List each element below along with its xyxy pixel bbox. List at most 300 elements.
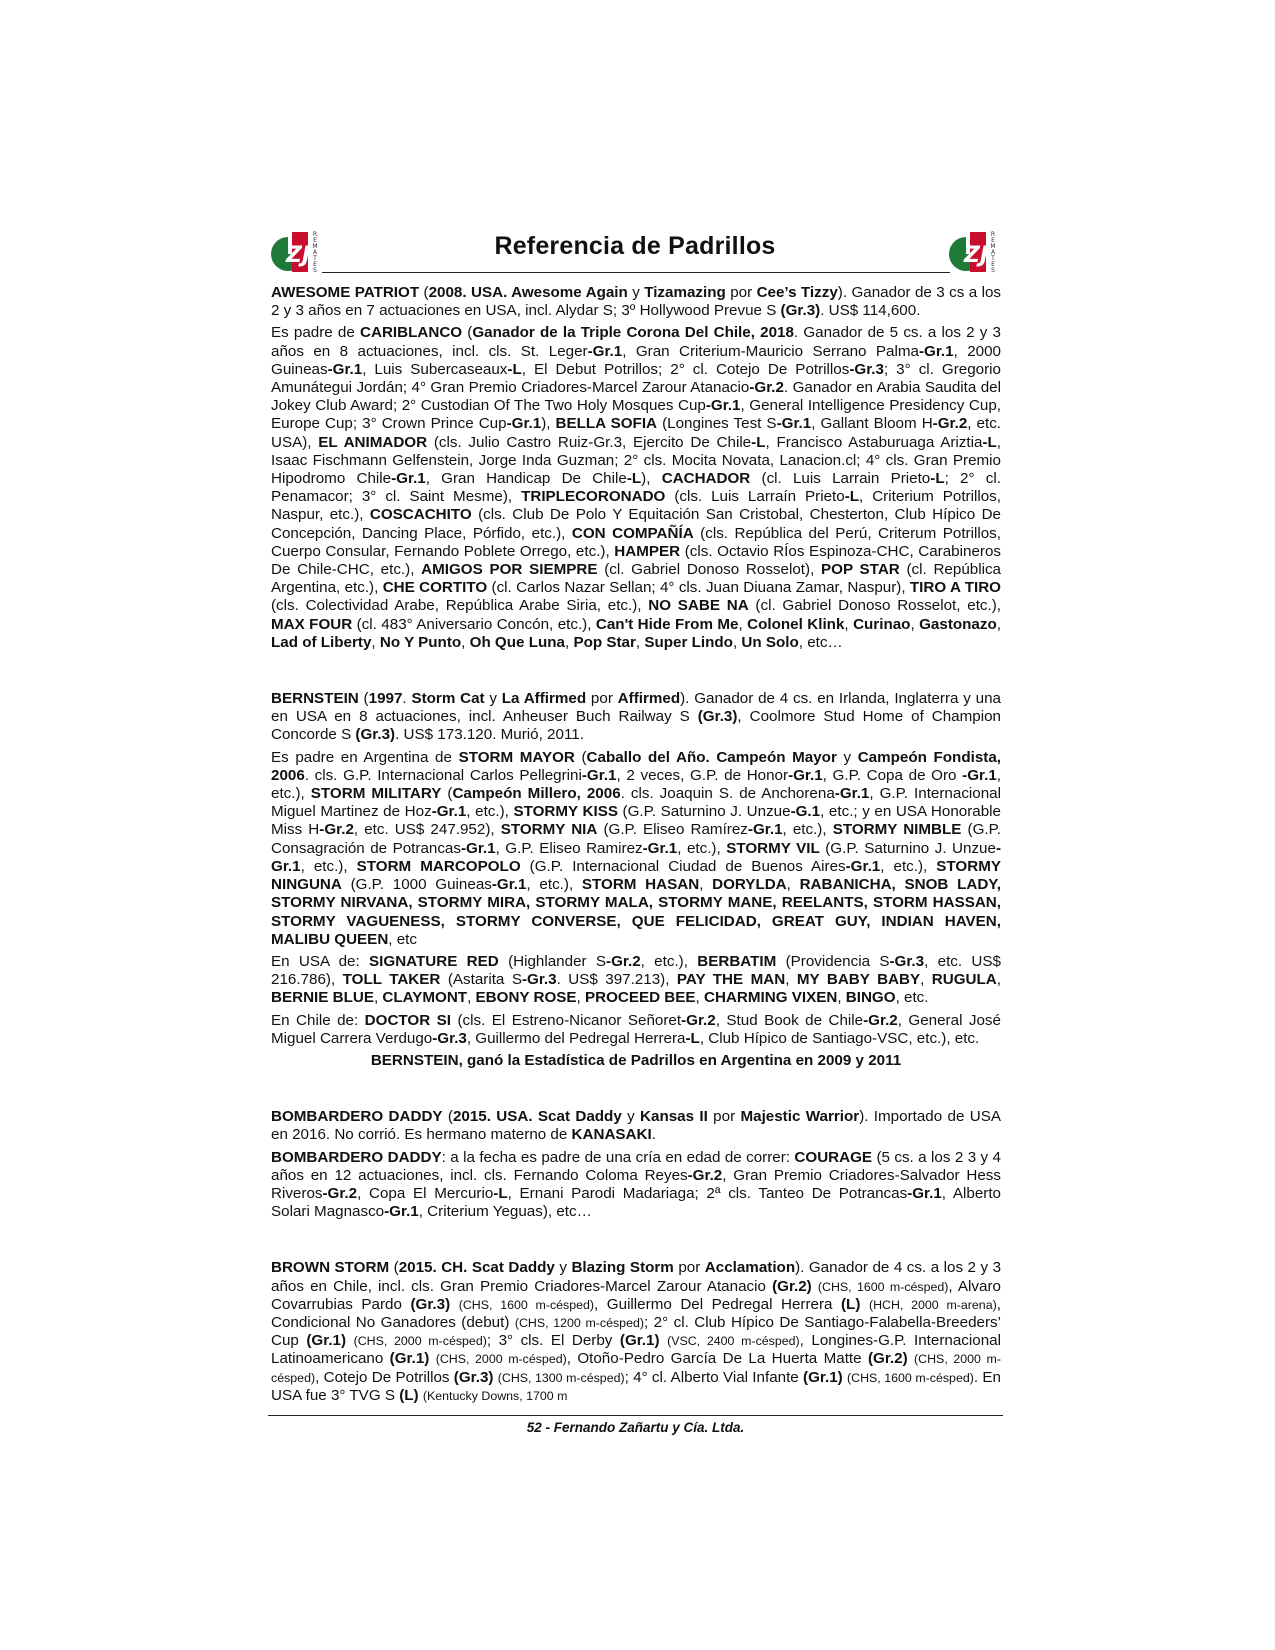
text-run: , Copa El Mercurio [357, 1184, 494, 1202]
text-run: (CHS, 2000 m-césped) [435, 1352, 567, 1367]
sire-entry [271, 1259, 1001, 1405]
text-run: ). Ganador de 3 cs a los 2 y 3 años en 7 actuaciones en USA, incl. Alydar S; 3º Hollywood Prevue S [271, 284, 1001, 320]
bold-text: STORMY NIMBLE [832, 821, 962, 839]
bold-text: BROWN STORM [271, 1259, 390, 1277]
text-run: , Isaac Fischmann Gelfenstein, Jorge Inda Guzman; 2° cls. Mocita Novata, Lanacion.cl; 4° cls. Gran Premio Hipodromo Chile [271, 433, 1001, 488]
bold-text: (L) [399, 1386, 419, 1404]
sire-entry [271, 284, 1001, 652]
bold-text: 2015. CH. Scat Daddy [398, 1259, 555, 1277]
bold-text: -Gr.1 [834, 785, 870, 803]
text-run: , Gran Criterium-Mauricio Serrano Palma [622, 342, 919, 360]
text-run: ). Importado de USA en 2016. No corrió. Es hermano materno de [271, 1108, 1001, 1144]
text-run: ( [441, 785, 453, 803]
text-run: (G.P. Eliseo Ramírez [597, 821, 748, 839]
bold-text: RUGULA [931, 971, 997, 989]
text-run: , G.P. Internacional Miguel Martinez de Hoz [271, 785, 1002, 821]
text-run: En Chile de: [271, 1011, 365, 1029]
text-run: . Ganador en Arabia Saudita del Jokey Club Award; 2° Custodian Of The Two Holy Mosques Cup [271, 379, 1001, 415]
bold-text: BERNSTEIN [271, 690, 359, 708]
svg-text:T: T [313, 255, 317, 262]
text-run: (Astarita S [440, 971, 522, 989]
bold-text: Tizamazing [644, 284, 726, 301]
text-run: , Club Hípico de Santiago-VSC, etc.), etc. [699, 1029, 980, 1047]
bold-text: (L) [841, 1295, 861, 1313]
bold-text: STORM HASAN [581, 876, 700, 894]
svg-text:E: E [991, 237, 995, 244]
bold-text: EL ANIMADOR [318, 433, 428, 451]
text-run: , Guillermo del Pedregal Herrera [466, 1029, 686, 1047]
bold-text: Kansas II [640, 1108, 708, 1126]
bold-text: BERBATIM [697, 952, 777, 970]
text-run: , Cotejo De Potrillos [315, 1368, 454, 1386]
bold-text: -Gr.2 [749, 379, 784, 397]
bold-text: -Gr.1 [384, 1203, 419, 1221]
text-run: ( [358, 690, 369, 708]
text-run: ( [419, 284, 429, 301]
text-run: ; 3° cl. Gregorio Amunátegui Jordán; 4° Gran Premio Criadores-Marcel Zarour Atanacio [271, 360, 1001, 397]
text-run: (Highlander S [498, 952, 607, 970]
svg-text:E: E [313, 261, 317, 268]
text-run: (cls. El Estreno-Nicanor Señoret [451, 1011, 682, 1029]
text-run: , [910, 615, 920, 633]
text-run: (G.P. Saturnino J. Unzue [617, 803, 791, 821]
text-run: (VSC, 2400 m-césped) [667, 1334, 800, 1349]
text-run: , [635, 633, 645, 651]
bold-text: MAX FOUR [271, 615, 353, 633]
bold-text: AMIGOS POR SIEMPRE [421, 561, 598, 579]
text-run: (cls. Club De Polo Y Equitación San Cristobal, Chesterton, Club Hípico De Concepción, Dancing Place, Pórfido, etc.), [271, 506, 1001, 542]
text-run: por [707, 1108, 741, 1126]
bold-text: Caballo del Año. Campeón Mayor [586, 748, 837, 766]
text-run: (G.P. 1000 Guineas [341, 876, 492, 894]
text-run: ). Ganador de 4 cs. en Irlanda, Inglaterra y una en USA en 8 actuaciones, incl. Anheuser Buch Railway S [271, 690, 1001, 726]
bold-text: CACHADOR [661, 470, 751, 488]
bold-text: (Gr.3) [780, 302, 821, 320]
bold-text: 2015. USA. Scat Daddy [452, 1108, 622, 1126]
bold-text: Campeón Millero, 2006 [452, 785, 621, 803]
bold-text: RABANICHA, SNOB LADY, STORMY NIRVANA, STORMY MIRA, STORMY MALA, STORMY MANE, REELANTS, STORM HASSAN, STORMY VAGUENESS, STORMY CONVERSE, QUE FELICIDAD, GREAT GUY, INDIAN HAVEN, MALIBU QUEEN [271, 876, 1001, 948]
bold-text: KANASAKI [571, 1126, 652, 1144]
text-run: , [699, 876, 713, 894]
bold-text: AWESOME PATRIOT [271, 284, 420, 301]
bold-text: Acclamation [704, 1259, 796, 1277]
text-run: , [732, 633, 742, 651]
bold-text: CLAYMONT [382, 989, 468, 1007]
bold-text: Campeón Fondista, 2006 [271, 748, 1001, 784]
bold-text: MY BABY BABY [796, 971, 921, 989]
bold-text: CARIBLANCO [360, 324, 463, 342]
text-run: , etc. USA), [271, 415, 1002, 451]
bold-text: -Gr.3 [432, 1029, 467, 1047]
bold-text: BINGO [845, 989, 896, 1007]
text-run: En USA de: [271, 952, 370, 970]
text-run: . US$ 173.120. Murió, 2011. [395, 726, 584, 744]
bold-text: La Affirmed [501, 690, 587, 708]
text-run: . En USA fue 3° TVG S [271, 1368, 1001, 1404]
text-run: ( [462, 324, 473, 342]
bold-text: -Gr.1 [705, 397, 741, 415]
text-run: ; 3° cls. El Derby [486, 1332, 620, 1350]
text-run: y [621, 1108, 641, 1126]
text-run: (5 cs. a los 2 3 y 4 años en 12 actuaciones, incl. cls. Fernando Coloma Reyes [271, 1148, 1001, 1184]
bold-text: -Gr.1 [460, 839, 496, 857]
bold-text: (Gr.2) [867, 1350, 908, 1368]
sire-entry [271, 1108, 1001, 1221]
bold-text: 1997 [368, 690, 403, 708]
bold-text: -Gr.1 [747, 821, 783, 839]
text-run: , Guillermo Del Pedregal Herrera [594, 1295, 841, 1313]
bold-text: DORYLDA [712, 876, 787, 894]
text-run: por [586, 690, 618, 708]
text-run: ; 4° cl. Alberto Vial Infante [624, 1368, 804, 1386]
bold-text: BOMBARDERO DADDY [271, 1108, 443, 1126]
text-run: , Gran Handicap De Chile [425, 470, 627, 488]
sire-reference-list [271, 284, 1001, 1409]
svg-text:ZJ: ZJ [286, 243, 311, 268]
text-run: Es padre en Argentina de [271, 748, 459, 766]
bold-text: Cee’s Tizzy [756, 284, 838, 301]
entry-paragraph [271, 690, 1001, 745]
text-run: , Longines-G.P. Internacional Latinoamericano [271, 1332, 1001, 1368]
text-run: , [461, 633, 470, 651]
bold-text: -G.1 [790, 803, 821, 821]
bold-text: -Gr.1 [391, 470, 426, 488]
text-run: (Providencia S [776, 952, 890, 970]
title-underline [322, 272, 950, 273]
svg-text:E: E [991, 261, 995, 268]
text-run: , Criterium Potrillos, Naspur, etc.), [271, 488, 1001, 524]
text-run: (cl. Luis Larrain Prieto [750, 470, 931, 488]
text-run: , Alberto Solari Magnasco [271, 1184, 1001, 1221]
text-run: , etc.), [300, 857, 357, 875]
bold-text: -Gr.1 [327, 360, 363, 378]
bold-text: COURAGE [794, 1148, 873, 1166]
text-run: , [844, 615, 854, 633]
text-run: (CHS, 2000 m-césped) [271, 1352, 1001, 1385]
text-run: ( [389, 1259, 399, 1277]
bold-text: (Gr.1) [803, 1368, 843, 1386]
text-run: (CHS, 2000 m-césped) [353, 1334, 487, 1349]
bold-text: Super Lindo [644, 633, 733, 651]
text-run: (Longines Test S [657, 415, 777, 433]
text-run: , [576, 989, 585, 1007]
svg-text:A: A [990, 249, 996, 256]
text-run: , etc.; y en USA Honorable Miss H [271, 803, 1001, 839]
bold-text: Storm Cat [411, 690, 485, 708]
text-run: (cl. Gabriel Donoso Rosselot, etc.), [748, 597, 1001, 615]
bold-text: TRIPLECORONADO [521, 488, 666, 506]
bold-text: STORMY NINGUNA [271, 857, 1001, 894]
bold-text: -L [626, 470, 642, 488]
text-run: ; 2° cl. Penamacor; 3° cl. Saint Mesme), [271, 470, 1001, 506]
text-run: . cls. Joaquin S. de Anchorena [620, 785, 835, 803]
bold-text: -L [844, 488, 860, 506]
bold-text: -L [982, 433, 997, 451]
entry-paragraph [271, 1052, 1001, 1070]
bold-text: (Gr.3) [410, 1295, 451, 1313]
text-run: (cl. Carlos Nazar Sellan; 4° cls. Juan Diuana Zamar, Naspur), [487, 579, 910, 597]
bold-text: -Gr.1 [962, 766, 997, 784]
bold-text: -Gr.1 [845, 857, 881, 875]
entry-paragraph [271, 1108, 1001, 1144]
entry-paragraph [271, 1149, 1001, 1222]
text-run: (cls. Julio Castro Ruiz-Gr.3, Ejercito De Chile [427, 433, 752, 451]
text-run: (cl. República Argentina, etc.), [271, 561, 1002, 597]
bold-text: -L [685, 1029, 700, 1047]
text-run: por [673, 1259, 705, 1277]
text-run: , [785, 971, 797, 989]
text-run: Es padre de [271, 324, 361, 342]
text-run: (cl. Gabriel Donoso Rosselot), [597, 561, 822, 579]
bold-text: COSCACHITO [369, 506, 472, 524]
text-run: , G.P. Eliseo Ramirez [495, 839, 643, 857]
bold-text: EBONY ROSE [475, 989, 577, 1007]
bold-text: -Gr.3 [521, 971, 557, 989]
text-run: (cl. 483° Aniversario Concón, etc.), [352, 615, 596, 633]
svg-text:R: R [990, 231, 996, 238]
text-run: , [371, 633, 380, 651]
text-run: , [996, 615, 1001, 633]
bold-text: -Gr.3 [889, 952, 925, 970]
bold-text: Lad of Liberty [271, 633, 372, 651]
text-run: , General José Miguel Carrera Verdugo [271, 1011, 1001, 1047]
text-run: por [725, 284, 757, 301]
bold-text: -Gr.1 [918, 342, 954, 360]
text-run: . [651, 1126, 656, 1144]
svg-text:ZJ: ZJ [964, 243, 989, 268]
bold-text: 2008. USA. Awesome Again [428, 284, 628, 301]
bold-text: STORM MAYOR [458, 748, 575, 766]
text-run: (cls. República del Perú, Criterum Potrillos, Cuerpo Consular, Fernando Poblete Orrego, etc.), [271, 524, 1001, 560]
text-run: , [564, 633, 574, 651]
text-run: , Ernani Parodi Madariaga; 2ª cls. Tanteo De Potrancas [507, 1184, 908, 1202]
text-run: , [467, 989, 476, 1007]
bold-text: (Gr.1) [619, 1332, 660, 1350]
text-run: , Alvaro Covarrubias Pardo [271, 1277, 1001, 1313]
bold-text: CON COMPAÑÍA [571, 524, 694, 542]
bold-text: -Gr.2 [319, 821, 354, 839]
bold-text: -Gr.1 [587, 342, 623, 360]
bold-text: STORMY KISS [513, 803, 618, 821]
svg-text:T: T [991, 255, 995, 262]
bold-text: (Gr.2) [772, 1277, 812, 1295]
page-title: Referencia de Padrillos [494, 232, 776, 260]
bold-text: STORMY VIL [726, 839, 820, 857]
text-run: , Coolmore Stud Home of Champion Concorde S [271, 708, 1001, 744]
bold-text: (Gr.3) [355, 726, 396, 744]
svg-text:S: S [991, 267, 995, 274]
text-run: , [837, 989, 846, 1007]
text-run: (CHS, 1600 m-césped) [458, 1297, 595, 1312]
bold-text: BOMBARDERO DADDY [271, 1148, 442, 1166]
text-run: ), [541, 415, 556, 433]
text-run: , etc. US$ 247.952), [353, 821, 501, 839]
text-run: ( [442, 1108, 453, 1126]
bold-text: BERNSTEIN, ganó la Estadística de Padrillos en Argentina en 2009 y 2011 [370, 1051, 902, 1069]
text-run: , Gallant Bloom H [811, 415, 933, 433]
bold-text: (Gr.3) [697, 708, 738, 726]
text-run: , Francisco Astaburuaga Ariztia [765, 433, 983, 451]
text-run: , etc.), [640, 952, 698, 970]
bold-text: CHE CORTITO [382, 579, 488, 597]
text-run: , etc.), [677, 839, 727, 857]
bold-text: STORMY NIA [500, 821, 598, 839]
bold-text: -Gr.1 [907, 1184, 942, 1202]
bold-text: No Y Punto [379, 633, 462, 651]
svg-text:M: M [312, 243, 318, 250]
bold-text: (Gr.1) [389, 1350, 430, 1368]
bold-text: -Gr.1 [776, 415, 812, 433]
text-run: (HCH, 2000 m-arena) [868, 1297, 997, 1312]
text-run: , etc. US$ 216.786), [271, 952, 1001, 989]
bold-text: Oh Que Luna [469, 633, 565, 651]
sire-entry [271, 690, 1001, 1070]
bold-text: -Gr.2 [322, 1184, 358, 1202]
bold-text: (Gr.3) [453, 1368, 494, 1386]
remates-logo-right [948, 228, 1002, 276]
bold-text: TOLL TAKER [342, 971, 441, 989]
text-run: , etc.), [526, 876, 582, 894]
bold-text: -Gr.1 [642, 839, 678, 857]
remates-logo-left [270, 228, 324, 276]
text-run: (cls. Octavio RÍos Espinoza-CHC, Carabineros De Chile-CHC, etc.), [271, 542, 1001, 579]
text-run [860, 1296, 869, 1313]
text-run: ). Ganador de 4 cs. a los 2 y 3 años en Chile, incl. cls. Gran Premio Criadores-Marcel Zarour Atanacio [271, 1259, 1002, 1295]
svg-text:M: M [990, 243, 996, 250]
text-run [660, 1332, 668, 1349]
text-run [346, 1332, 354, 1349]
text-run: , [996, 971, 1001, 989]
bold-text: TIRO A TIRO [909, 579, 1001, 597]
bold-text: Blazing Storm [571, 1259, 674, 1277]
bold-text: -Gr.2 [687, 1166, 723, 1184]
bold-text: Gastonazo [919, 615, 997, 633]
bold-text: CHARMING VIXEN [704, 989, 838, 1007]
svg-text:A: A [312, 249, 318, 256]
bold-text: -Gr.1 [506, 415, 542, 433]
text-run: , [738, 615, 748, 633]
text-run: . US$ 114,600. [820, 302, 921, 320]
text-run: (Kentucky Downs, 1700 m [422, 1388, 568, 1403]
text-run: , [373, 989, 383, 1007]
bold-text: -Gr.2 [681, 1011, 716, 1029]
entry-paragraph [271, 1259, 1001, 1405]
text-run: (cls. Colectividad Arabe, República Arabe Siria, etc.), [271, 597, 649, 615]
bold-text: Can't Hide From Me [595, 615, 739, 633]
text-run: , Otoño-Pedro García De La Huerta Matte [566, 1350, 868, 1368]
text-run: (G.P. Consagración de Potrancas [271, 821, 1001, 857]
footer-rule [268, 1415, 1003, 1416]
bold-text: -L [751, 433, 766, 451]
text-run: , Stud Book de Chile [715, 1011, 864, 1029]
text-run: , G.P. Copa de Oro [822, 766, 963, 784]
bold-text: HAMPER [614, 542, 681, 560]
text-run: ; 2° cl. Club Hípico De Santiago-Falabella-Breeders’ Cup [271, 1313, 1001, 1350]
bold-text: SIGNATURE RED [369, 952, 499, 970]
text-run: . Ganador de 5 cs. a los 2 y 3 años en 8 actuaciones, incl. cls. St. Leger [271, 324, 1001, 360]
bold-text: STORM MARCOPOLO [356, 857, 521, 875]
bold-text: Pop Star [573, 633, 636, 651]
text-run: : a la fecha es padre de una cría en edad de correr: [441, 1148, 795, 1166]
bold-text: Colonel Klink [747, 615, 845, 633]
text-run: y [554, 1259, 572, 1277]
bold-text: POP STAR [821, 561, 900, 579]
text-run: , Luis Subercaseaux [362, 360, 508, 378]
text-run: , etc… [798, 633, 843, 651]
text-run: , Condicional No Ganadores (debut) [271, 1295, 1001, 1331]
text-run: , 2000 Guineas [271, 342, 1001, 378]
bold-text: BERNIE BLUE [271, 989, 374, 1007]
text-run: (CHS, 1300 m-césped) [497, 1370, 625, 1385]
text-run: , [695, 989, 704, 1007]
entry-paragraph [271, 324, 1001, 652]
text-run: y [627, 284, 645, 301]
bold-text: Curinao [853, 615, 911, 633]
bold-text: -Gr.1 [788, 766, 823, 784]
text-run: . [402, 690, 412, 708]
text-run: (CHS, 1200 m-césped) [514, 1315, 644, 1330]
bold-text: -Gr.1 [271, 839, 1001, 875]
text-run: , General Intelligence Presidency Cup, Europe Cup; 3° Crown Prince Cup [271, 397, 1001, 433]
bold-text: STORM MILITARY [310, 785, 442, 803]
svg-text:R: R [312, 231, 318, 238]
bold-text: BELLA SOFIA [555, 415, 658, 433]
text-run: , [920, 971, 932, 989]
text-run: , etc [388, 930, 417, 948]
text-run: , etc.), [466, 803, 514, 821]
svg-text:S: S [313, 267, 317, 274]
bold-text: -Gr.1 [491, 876, 527, 894]
text-run: , etc.), [880, 857, 937, 875]
bold-text: -Gr.3 [849, 360, 884, 378]
text-run: , Criterium Yeguas), etc… [418, 1203, 592, 1221]
bold-text: Majestic Warrior [740, 1108, 860, 1126]
text-run: , etc. [895, 989, 929, 1007]
text-run: ( [574, 748, 587, 766]
entry-paragraph [271, 1012, 1001, 1048]
text-run: (G.P. Saturnino J. Unzue [819, 839, 996, 857]
entry-paragraph [271, 749, 1001, 949]
entry-paragraph [271, 953, 1001, 1008]
bold-text: -Gr.1 [431, 803, 467, 821]
text-run: y [836, 748, 858, 766]
text-run: , Gran Premio Criadores-Salvador Hess Riveros [271, 1166, 1001, 1202]
bold-text: -L [930, 470, 945, 488]
bold-text: Affirmed [617, 690, 681, 708]
text-run: (cls. Luis Larraín Prieto [665, 488, 845, 506]
bold-text: Ganador de la Triple Corona Del Chile, 2018 [472, 324, 794, 342]
text-run: , El Debut Potrillos; 2° cl. Cotejo De Potrillos [521, 360, 850, 378]
bold-text: -L [507, 360, 522, 378]
text-run: , 2 veces, G.P. de Honor [616, 766, 789, 784]
bold-text: DOCTOR SI [364, 1011, 452, 1029]
bold-text: PAY THE MAN [676, 971, 786, 989]
text-run: (CHS, 1600 m-césped) [817, 1279, 949, 1294]
text-run: . US$ 397.213), [556, 971, 677, 989]
text-run: . cls. G.P. Internacional Carlos Pellegrini [304, 766, 582, 784]
text-run: ), [641, 470, 662, 488]
text-run: (CHS, 1600 m-césped) [847, 1370, 974, 1385]
bold-text: Un Solo [741, 633, 799, 651]
svg-text:E: E [313, 237, 317, 244]
text-run: , [786, 876, 800, 894]
page-footer: 52 - Fernando Zañartu y Cía. Ltda. [526, 1420, 745, 1435]
bold-text: -Gr.2 [863, 1011, 898, 1029]
bold-text: -Gr.2 [932, 415, 968, 433]
bold-text: (Gr.1) [306, 1332, 347, 1350]
text-run: y [484, 690, 502, 708]
bold-text: PROCEED BEE [584, 989, 696, 1007]
